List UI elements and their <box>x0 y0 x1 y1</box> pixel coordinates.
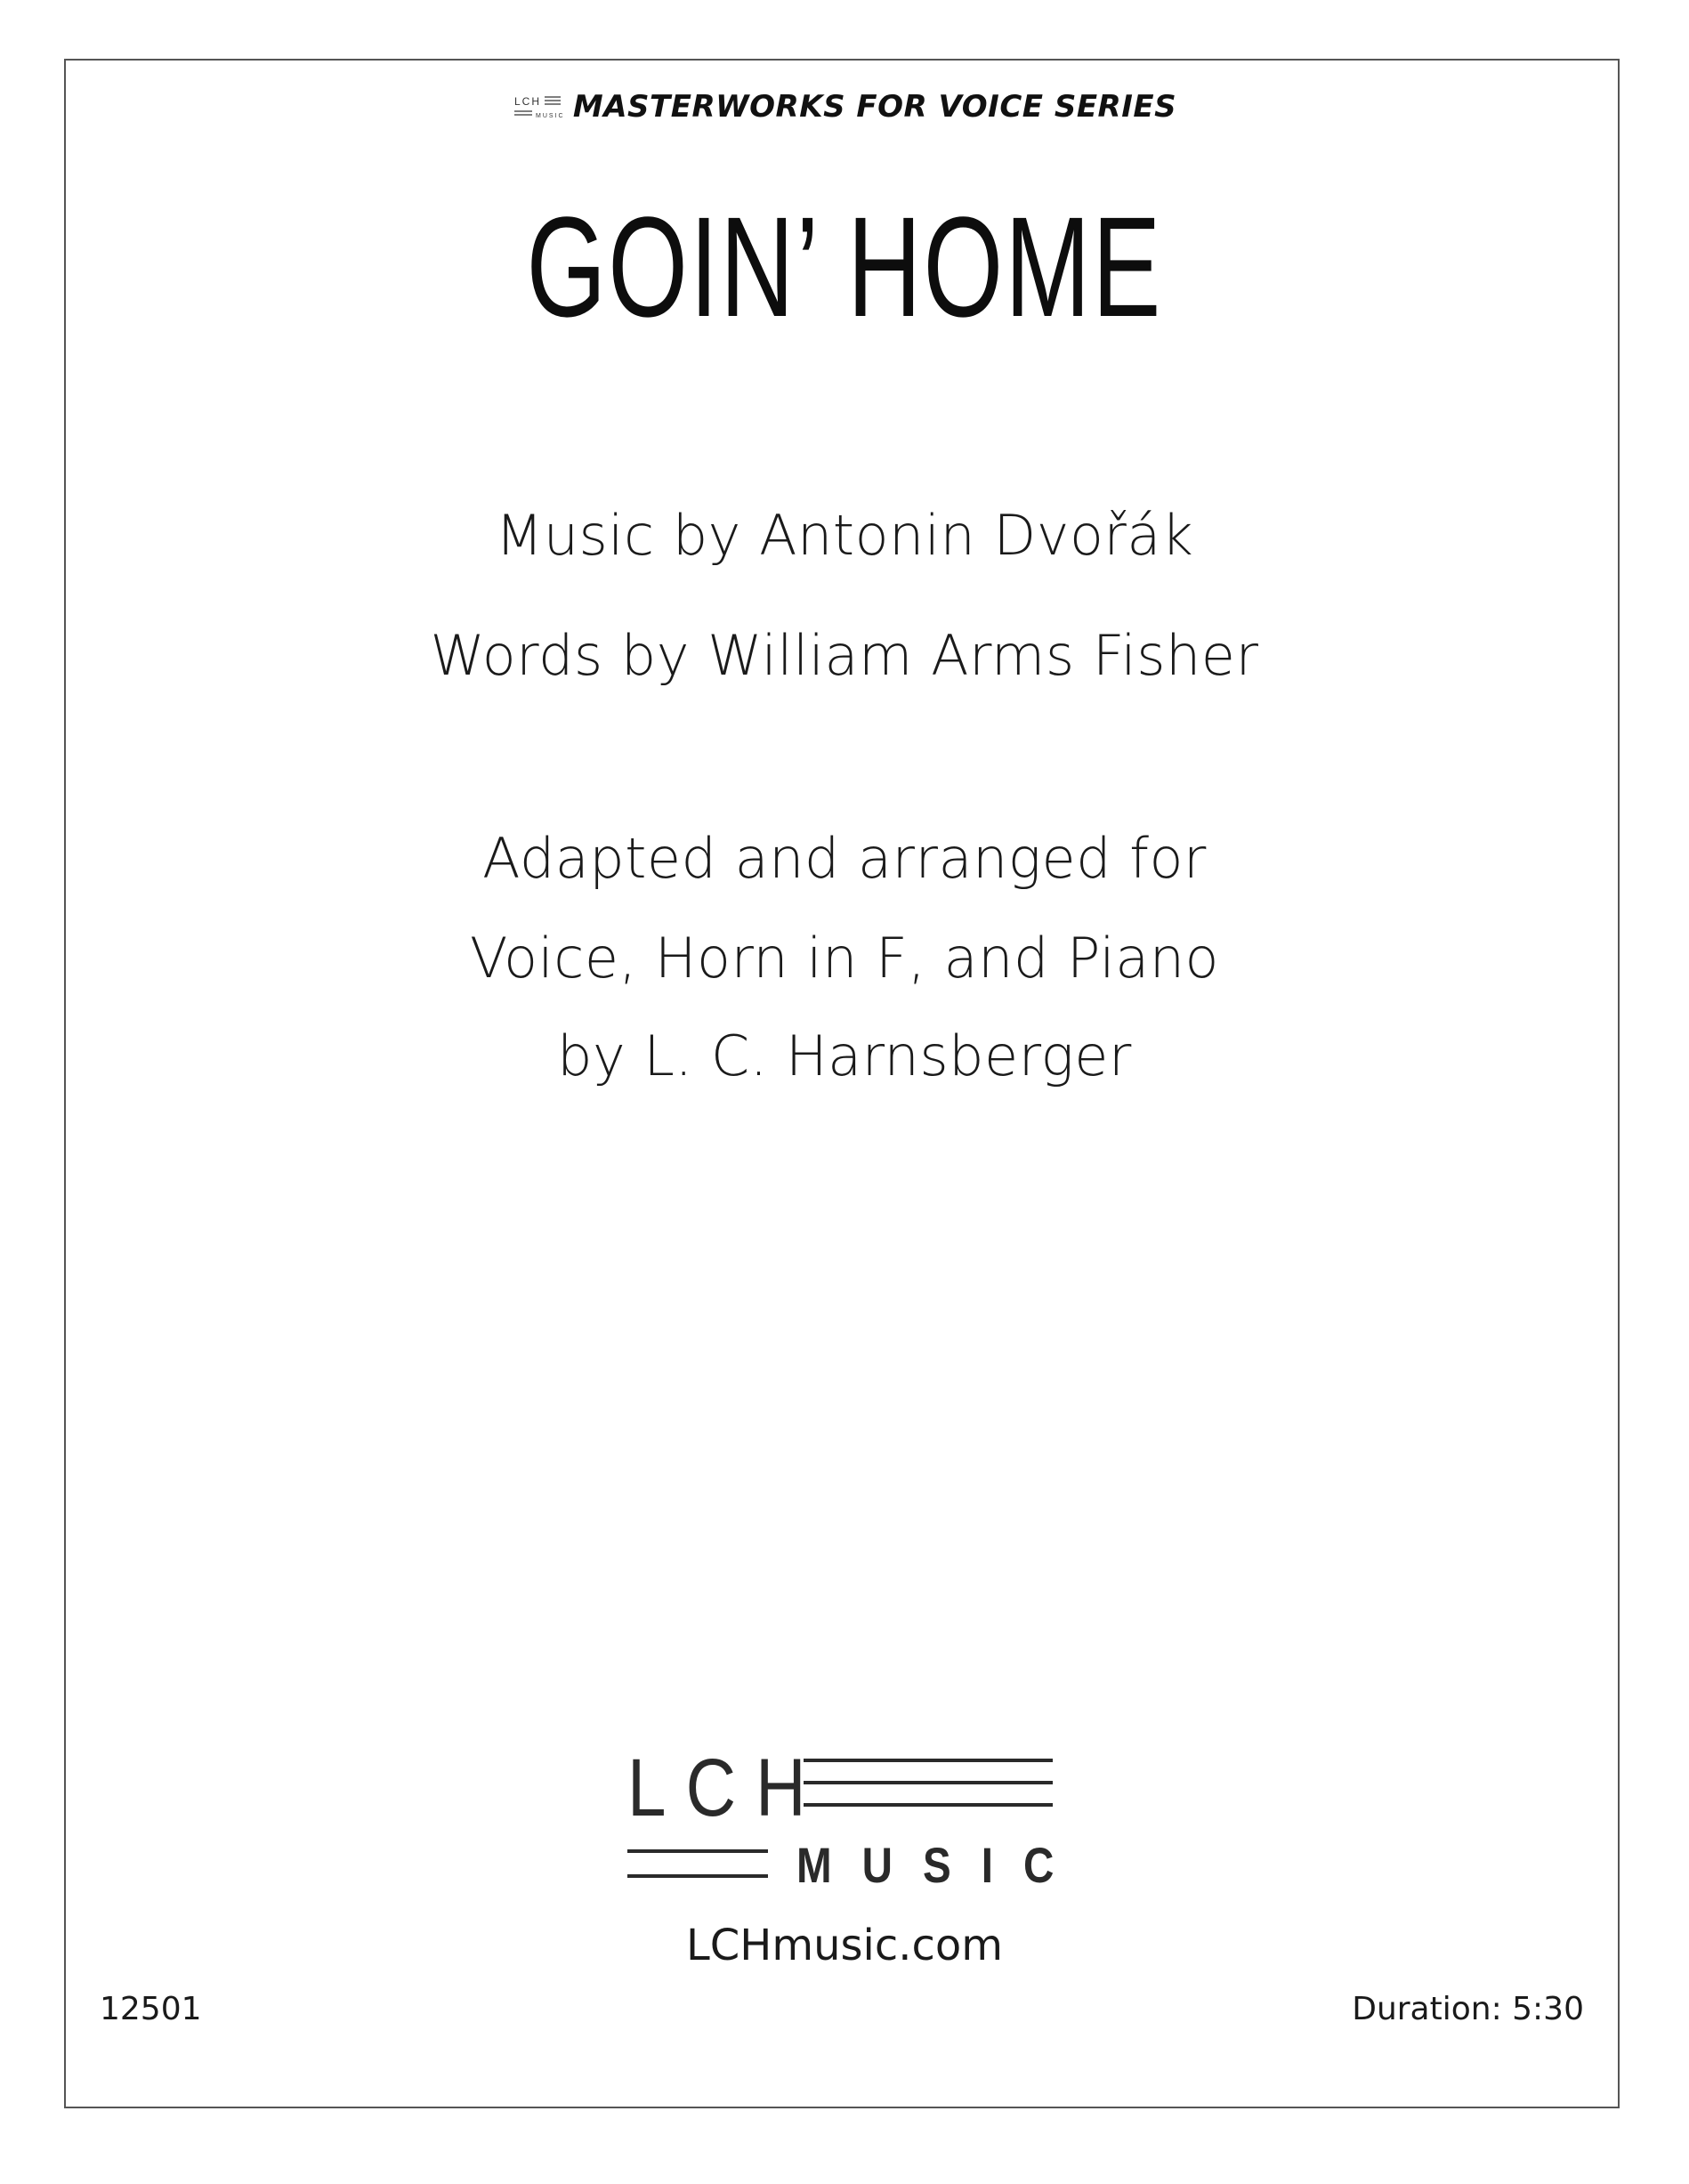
logo-bottom-text: MUSIC <box>796 1838 1085 1894</box>
lyricist-credit: Words by William Arms Fisher <box>430 623 1259 688</box>
piece-title: GOIN’ HOME <box>526 187 1163 346</box>
arrangement-line: Adapted and arranged for <box>482 826 1207 891</box>
lch-music-logo <box>627 1735 1085 1896</box>
catalog-number: 12501 <box>100 1991 202 2027</box>
composer-credit: Music by Antonin Dvořák <box>495 503 1194 568</box>
svg-text:LCH: LCH <box>513 95 541 108</box>
publisher-website: LCHmusic.com <box>685 1921 1004 1970</box>
svg-text:MUSIC: MUSIC <box>535 113 565 119</box>
logo-top-text: LCH <box>627 1743 826 1834</box>
series-title: MASTERWORKS FOR VOICE SERIES <box>572 89 1177 125</box>
logo-letters-top <box>627 1743 826 1833</box>
arrangement-line: Voice, Horn in F, and Piano <box>470 926 1219 991</box>
series-header <box>0 89 1689 125</box>
lch-mini-logo <box>513 93 565 120</box>
duration-label: Duration: 5:30 <box>1352 1991 1584 2027</box>
arrangement-line: by L. C. Harnsberger <box>557 1023 1132 1088</box>
